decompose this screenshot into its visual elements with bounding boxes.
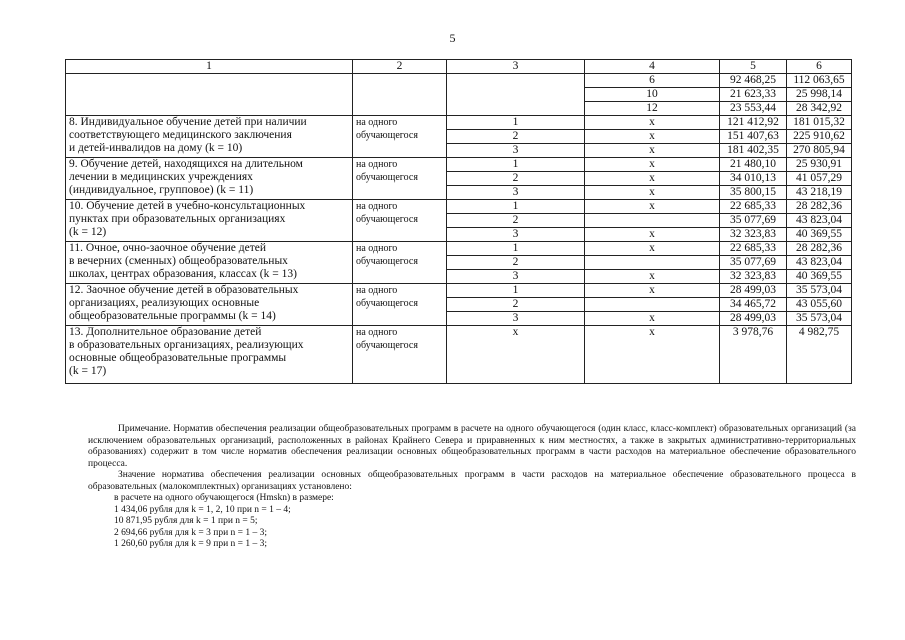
desc-line: организациях, реализующих основные [69, 297, 260, 309]
desc-line: школах, центрах образования, классах (k = 13) [69, 268, 297, 280]
desc-line: (k = 12) [69, 226, 107, 238]
header-col-5: 5 [720, 60, 787, 74]
cell-col4 [585, 298, 720, 312]
cell-col6: 4 982,75 [787, 326, 852, 384]
cell-col4: х [585, 144, 720, 158]
cell-col5: 21 623,33 [720, 88, 787, 102]
cell-col4 [585, 256, 720, 270]
groups-body [66, 116, 852, 326]
cell-col6: 35 573,04 [787, 312, 852, 326]
unit-line: обучающегося [356, 130, 418, 141]
footnote [88, 424, 856, 551]
cell-col4: х [585, 116, 720, 130]
row-description [66, 242, 353, 284]
row-description [66, 116, 353, 158]
desc-line: основные общеобразовательные программы [69, 352, 287, 364]
cell-col5: 35 077,69 [720, 214, 787, 228]
cell-col5: 23 553,44 [720, 102, 787, 116]
desc-line: 11. Очное, очно-заочное обучение детей [69, 242, 267, 254]
row-unit [353, 200, 447, 242]
row-unit [353, 284, 447, 326]
cell-col3: 1 [447, 242, 585, 256]
cell-col5: 34 010,13 [720, 172, 787, 186]
cell-col4: х [585, 200, 720, 214]
cell-col4: х [585, 228, 720, 242]
cell-col3: 3 [447, 270, 585, 284]
cell-col3: 3 [447, 144, 585, 158]
desc-line: 9. Обучение детей, находящихся на длительном [69, 158, 303, 170]
cell-col6: 40 369,55 [787, 270, 852, 284]
desc-line: 13. Дополнительное образование детей [69, 326, 262, 338]
table-row [66, 200, 852, 214]
cell-col5: 32 323,83 [720, 228, 787, 242]
desc-line: в образовательных организациях, реализующих [69, 339, 304, 351]
header-col-2: 2 [353, 60, 447, 74]
desc-line: лечении в медицинских учреждениях [69, 171, 253, 183]
note-item: 1 434,06 рубля для k = 1, 2, 10 при n = 1 – 4; [114, 504, 291, 515]
desc-line: общеобразовательные программы (k = 14) [69, 310, 276, 322]
cell-col5: 35 077,69 [720, 256, 787, 270]
note-intro: в расчете на одного обучающегося (Hmskn) в размере: [114, 493, 334, 503]
cell-col4: х [585, 270, 720, 284]
cell-col3: 1 [447, 158, 585, 172]
cell-col3: 1 [447, 284, 585, 298]
note-item: 1 260,60 рубля для k = 9 при n = 1 – 3; [114, 539, 268, 549]
cell-col4: 6 [585, 74, 720, 88]
desc-line: в вечерних (сменных) общеобразовательных [69, 255, 288, 267]
continued-desc-cell [66, 74, 353, 116]
page-number: 5 [449, 31, 456, 45]
note-item: 10 871,95 рубля для k = 1 при n = 5; [114, 516, 258, 526]
cell-col4: х [585, 312, 720, 326]
cell-col4: 12 [585, 102, 720, 116]
desc-line: соответствующего медицинского заключения [69, 129, 292, 141]
row-unit [353, 242, 447, 284]
cell-col5: 34 465,72 [720, 298, 787, 312]
header-col-1: 1 [66, 60, 353, 74]
desc-line: (k = 17) [69, 365, 107, 377]
cell-col6: 25 998,14 [787, 88, 852, 102]
header-col-4: 4 [585, 60, 720, 74]
norms-table [65, 59, 852, 384]
unit-line: на одного [356, 243, 398, 254]
cell-col5: 22 685,33 [720, 200, 787, 214]
note-paragraph-2: Значение норматива обеспечения реализации основных общеобразовательных программ в части расходов на материальное обеспечение образовательного процесса в образовательных (малокомплектных) организациях установлено: [88, 470, 856, 492]
cell-col3: 1 [447, 200, 585, 214]
row-description [66, 158, 353, 200]
table-row [66, 158, 852, 172]
cell-col6: 43 218,19 [787, 186, 852, 200]
cell-col6: 25 930,91 [787, 158, 852, 172]
unit-line: обучающегося [356, 256, 418, 267]
continued-per-cell [353, 74, 447, 116]
cell-col4: 10 [585, 88, 720, 102]
cell-col6: 28 282,36 [787, 242, 852, 256]
cell-col5: 28 499,03 [720, 312, 787, 326]
cell-col6: 28 342,92 [787, 102, 852, 116]
cell-col6: 40 369,55 [787, 228, 852, 242]
cell-col4 [585, 214, 720, 228]
cell-col5: 28 499,03 [720, 284, 787, 298]
cell-col5: 121 412,92 [720, 116, 787, 130]
cell-col5: 151 407,63 [720, 130, 787, 144]
cell-col4: х [585, 242, 720, 256]
header-row [66, 60, 852, 74]
desc-line: (индивидуальное, групповое) (k = 11) [69, 184, 254, 196]
unit-line: на одного [356, 285, 398, 296]
header-col-3: 3 [447, 60, 585, 74]
cell-col4: х [585, 172, 720, 186]
desc-line: 12. Заочное обучение детей в образовательных [69, 284, 299, 296]
cell-col3: 3 [447, 228, 585, 242]
cell-col3: 2 [447, 172, 585, 186]
desc-line: и детей-инвалидов на дому (k = 10) [69, 142, 243, 154]
unit-line: на одного [356, 327, 398, 338]
cell-col3: 3 [447, 186, 585, 200]
cell-col6: 41 057,29 [787, 172, 852, 186]
desc-line: пунктах при образовательных организациях [69, 213, 286, 225]
cell-col6: 35 573,04 [787, 284, 852, 298]
row-description [66, 200, 353, 242]
cell-col5: 35 800,15 [720, 186, 787, 200]
row-unit [353, 158, 447, 200]
row-description [66, 284, 353, 326]
cell-col3: х [447, 326, 585, 384]
cell-col6: 28 282,36 [787, 200, 852, 214]
unit-line: на одного [356, 159, 398, 170]
cell-col5: 32 323,83 [720, 270, 787, 284]
cell-col5: 21 480,10 [720, 158, 787, 172]
cell-col6: 181 015,32 [787, 116, 852, 130]
continued-level-cell [447, 74, 585, 116]
cell-col5: 3 978,76 [720, 326, 787, 384]
cell-col4: х [585, 284, 720, 298]
row-unit [353, 116, 447, 158]
note-item: 2 694,66 рубля для k = 3 при n = 1 – 3; [114, 527, 268, 538]
cell-col5: 22 685,33 [720, 242, 787, 256]
cell-col6: 112 063,65 [787, 74, 852, 88]
cell-col4: х [585, 326, 720, 384]
row-description [66, 326, 353, 384]
unit-line: на одного [356, 117, 398, 128]
note-paragraph-1: Примечание. Норматив обеспечения реализации общеобразовательных программ в расчете на одного обучающегося (один класс, класс-комплект) образовательных организаций (за исключением образовательных организаций, расположенных в районах Крайнего Севера и приравненных к ним местностях, а также в закрытых административно-территориальных образованиях) содержит в том числе норматив обеспечения реализации основных общеобразовательных программ в части расходов на материальное обеспечение образовательного процесса. [88, 424, 856, 469]
cell-col3: 2 [447, 256, 585, 270]
cell-col6: 43 823,04 [787, 256, 852, 270]
cell-col3: 2 [447, 298, 585, 312]
cell-col5: 92 468,25 [720, 74, 787, 88]
header-col-6: 6 [787, 60, 852, 74]
table-row-last [66, 326, 852, 384]
unit-line: обучающегося [356, 298, 418, 309]
cell-col4: х [585, 186, 720, 200]
cell-col5: 181 402,35 [720, 144, 787, 158]
unit-line: на одного [356, 201, 398, 212]
cell-col6: 270 805,94 [787, 144, 852, 158]
cell-col6: 43 823,04 [787, 214, 852, 228]
cell-col6: 225 910,62 [787, 130, 852, 144]
table-row [66, 74, 852, 88]
table-row [66, 284, 852, 298]
cell-col3: 1 [447, 116, 585, 130]
cell-col4: х [585, 130, 720, 144]
unit-line: обучающегося [356, 172, 418, 183]
unit-line: обучающегося [356, 214, 418, 225]
cell-col3: 2 [447, 130, 585, 144]
desc-line: 10. Обучение детей в учебно-консультационных [69, 200, 306, 212]
table-row [66, 116, 852, 130]
cell-col6: 43 055,60 [787, 298, 852, 312]
unit-line: обучающегося [356, 340, 418, 351]
row-unit [353, 326, 447, 384]
cell-col3: 3 [447, 312, 585, 326]
cell-col3: 2 [447, 214, 585, 228]
desc-line: 8. Индивидуальное обучение детей при наличии [69, 116, 307, 128]
cell-col4: х [585, 158, 720, 172]
table-row [66, 242, 852, 256]
